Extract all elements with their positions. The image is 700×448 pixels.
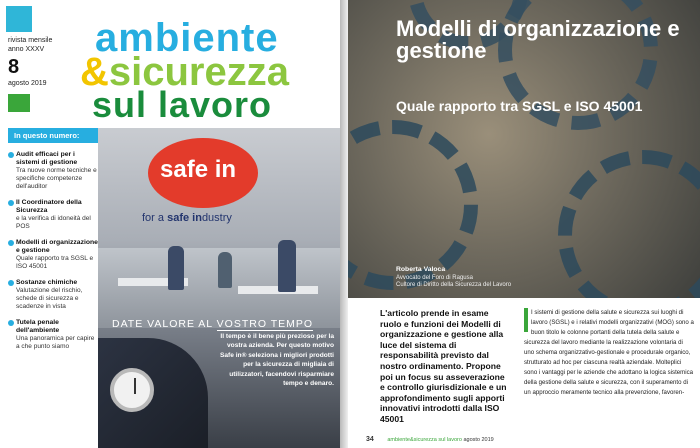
gear-shape	[348, 120, 478, 290]
masthead-sicurezza-text: sicurezza	[108, 50, 289, 94]
drop-bar	[524, 308, 528, 332]
cover-advert-photo	[98, 128, 340, 448]
author-role: Cultore di Diritto della Sicurezza del Lavoro	[396, 282, 512, 288]
toc-item-desc: Valutazione del rischio, schede di sicurezza e scadenze in vista	[16, 287, 83, 310]
author-block	[396, 266, 511, 290]
bullet-icon	[8, 152, 14, 158]
toc-item-title: Modelli di organizzazione e gestione	[16, 239, 98, 254]
toc-item-title: Il Coordinatore della Sicurezza	[16, 199, 82, 214]
watch-hand	[134, 378, 136, 394]
watch-icon	[110, 368, 154, 412]
masthead-ambiente: ambiente	[95, 16, 279, 60]
masthead-ampersand: &	[80, 50, 109, 94]
toc-item[interactable]	[8, 319, 98, 351]
bullet-icon	[8, 320, 14, 326]
banner-pre: DATE VALORE AL	[112, 318, 217, 330]
bullet-icon	[8, 240, 14, 246]
meta-label: rivista mensile	[8, 37, 53, 44]
toc-item-desc: Una panoramica per capire a che punto siamo	[16, 335, 95, 350]
issue-date: agosto 2019	[8, 80, 47, 87]
magazine-cover	[0, 0, 340, 448]
person-silhouette	[278, 240, 296, 292]
tagline-pre: for a	[142, 212, 168, 224]
toc-item[interactable]	[8, 239, 98, 271]
masthead-sul-lavoro: sul lavoro	[92, 84, 273, 125]
banner-underlined: VOSTRO TEMPO	[216, 318, 314, 330]
gear-shape	[558, 150, 700, 298]
toc-item-desc: Quale rapporto tra SGSL e ISO 45001	[16, 255, 94, 270]
article-subtitle: Quale rapporto tra SGSL e ISO 45001	[396, 98, 643, 114]
author-name: Roberta Valoca	[396, 266, 446, 273]
toc-item-title: Tutela penale dell'ambiente	[16, 319, 60, 334]
article-body	[524, 308, 694, 398]
page-number: 34	[366, 436, 374, 443]
footer-date: agosto 2019	[463, 437, 494, 443]
table-of-contents	[0, 128, 98, 448]
tagline-post: dustry	[201, 212, 232, 224]
person-silhouette	[218, 252, 232, 288]
page-gutter	[340, 0, 348, 448]
footer-journal: ambiente&sicurezza sul lavoro	[387, 437, 462, 443]
article-page	[348, 0, 700, 448]
author-role: Avvocato del Foro di Ragusa	[396, 274, 473, 281]
toc-item-desc: e la verifica di idoneità del POS	[16, 215, 91, 230]
safe-in-logo-text: safe in	[160, 156, 237, 183]
issue-number: 8	[8, 56, 20, 78]
toc-item[interactable]	[8, 279, 98, 311]
article-lead: L'articolo prende in esame ruolo e funzioni dei Modelli di organizzazione e gestione alla luce del sistema di responsabilità previsto dal nostro ordinamento. Propone poi un focus su asseverazione e controllo giurisdizionale e un approfondimento sugli apporti innovativi introdotti dalla ISO 45001	[380, 308, 507, 424]
bullet-icon	[8, 200, 14, 206]
cover-color-square	[6, 6, 32, 32]
cover-meta	[8, 36, 52, 54]
article-body-text: I sistemi di gestione della salute e sicurezza sui luoghi di lavoro (SGSL) e i relativi modelli organizzativi (MOG) sono a buon titolo le colonne portanti della tutela della salute e sicurezza del lavoro mediante la realizzazione volontaria di uno schema organizzativo-gestionale e procedurale organico, strutturato ad hoc per ciascuna realtà aziendale. Molteplici sono i vantaggi per le aziende che adottano la logica sistemica della gestione della salute e sicurezza, con il superamento di un approccio meramente tecnico alla prevenzione, favoren-	[524, 309, 694, 396]
toc-item-desc: Tra nuove norme tecniche e specifiche competenze dell'auditor	[16, 167, 97, 190]
toc-heading: In questo numero:	[8, 128, 98, 143]
ad-banner	[112, 318, 313, 330]
ad-tagline	[142, 212, 232, 224]
toc-item[interactable]	[8, 151, 98, 191]
gears-photo	[348, 0, 700, 298]
bullet-icon	[8, 280, 14, 286]
tagline-bold: safe in	[167, 212, 202, 224]
cover-green-square	[8, 94, 30, 112]
ad-body-text: Il tempo è il bene più prezioso per la vostra azienda. Per questo motivo Safe in® seleziona i migliori prodotti per la sicurezza di migliaia di utilizzatori, facendovi risparmiare tempo e denaro.	[219, 333, 334, 388]
article-title: Modelli di organizzazione e gestione	[396, 16, 680, 63]
person-silhouette	[168, 246, 184, 290]
page-footer	[366, 436, 494, 443]
toc-item-title: Sostanze chimiche	[16, 279, 78, 286]
toc-item[interactable]	[8, 199, 98, 231]
meta-year: anno XXXV	[8, 46, 45, 53]
toc-item-title: Audit efficaci per i sistemi di gestione	[16, 151, 78, 166]
